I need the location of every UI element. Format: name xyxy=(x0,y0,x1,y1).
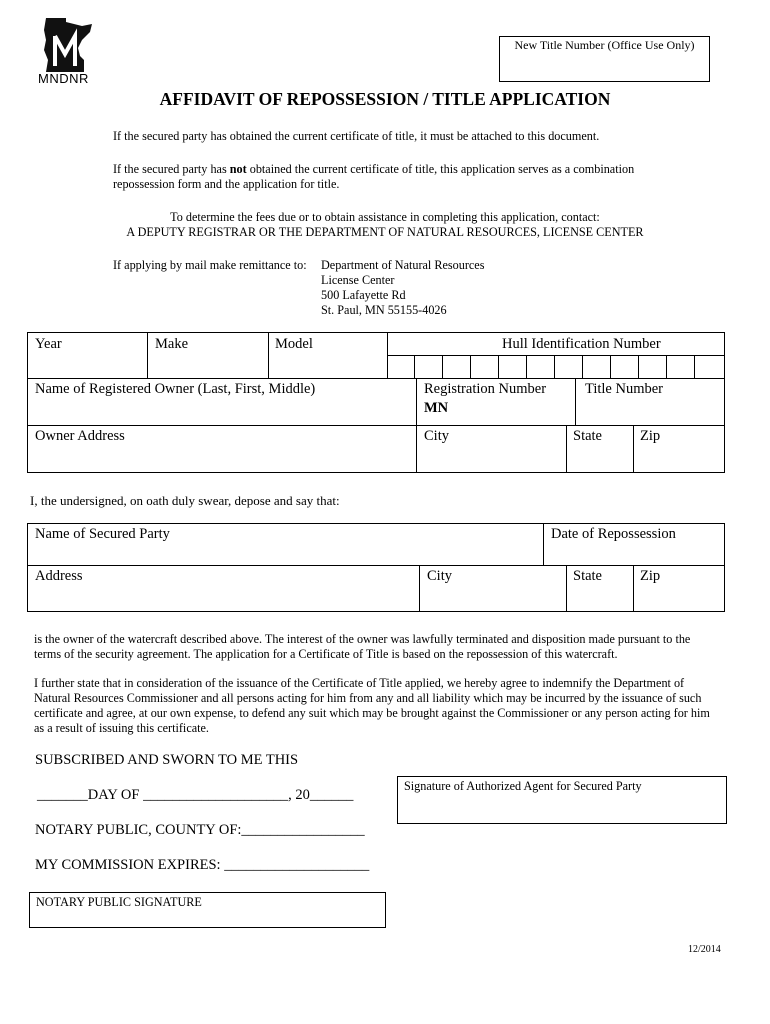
agent-signature-label: Signature of Authorized Agent for Secured Party xyxy=(404,779,642,793)
form-title: AFFIDAVIT OF REPOSSESSION / TITLE APPLICATION xyxy=(159,89,611,109)
registration-prefix: MN xyxy=(424,400,449,416)
owner-zip-field[interactable]: Zip xyxy=(640,428,661,444)
model-field[interactable]: Model xyxy=(275,336,313,352)
owner-address-field[interactable]: Owner Address xyxy=(35,428,125,444)
year-field[interactable]: Year xyxy=(35,336,62,352)
mail-address-line: 500 Lafayette Rd xyxy=(321,288,406,302)
contact-instructions: To determine the fees due or to obtain assistance in completing this application, contact: xyxy=(170,210,600,224)
ownership-statement-line-2: terms of the security agreement. The application for a Certificate of Title is based on the repossession of this watercraft. xyxy=(34,647,618,661)
owner-city-field[interactable]: City xyxy=(424,428,449,444)
office-use-label: New Title Number (Office Use Only) xyxy=(514,38,695,52)
mail-remittance-label: If applying by mail make remittance to: xyxy=(113,258,307,272)
mail-address-line: St. Paul, MN 55155-4026 xyxy=(321,303,447,317)
title-number-field[interactable]: Title Number xyxy=(585,381,664,397)
oath-statement: I, the undersigned, on oath duly swear, depose and say that: xyxy=(30,493,340,508)
subscribed-sworn-heading: SUBSCRIBED AND SWORN TO ME THIS xyxy=(35,752,299,768)
notary-signature-field[interactable] xyxy=(29,892,386,928)
office-use-title-number-field[interactable] xyxy=(499,36,710,82)
intro-paragraph-2: If the secured party has not obtained the current certificate of title, this application serves as a combination xyxy=(113,162,635,176)
day-of-date-line[interactable]: _______DAY OF ____________________, 20______ xyxy=(37,787,354,803)
ownership-statement: is the owner of the watercraft described above. The interest of the owner was lawfully terminated and disposition made pursuant to the xyxy=(34,632,691,646)
make-field[interactable]: Make xyxy=(155,336,189,352)
secured-party-state-field[interactable]: State xyxy=(573,568,602,584)
revision-date: 12/2014 xyxy=(688,944,721,955)
indemnify-statement-line-2: Natural Resources Commissioner and all persons acting for him from any and all liability which may be incurred by the issuance of such xyxy=(34,691,702,705)
repossession-date-field[interactable]: Date of Repossession xyxy=(551,526,676,542)
logo-text: MNDNR xyxy=(38,71,89,86)
mail-address-line: Department of Natural Resources xyxy=(321,258,485,272)
mail-address-line: License Center xyxy=(321,273,395,287)
secured-party-zip-field[interactable]: Zip xyxy=(640,568,661,584)
secured-party-city-field[interactable]: City xyxy=(427,568,452,584)
hin-field[interactable]: Hull Identification Number xyxy=(502,336,661,352)
owner-watercraft-table xyxy=(27,332,725,473)
owner-state-field[interactable]: State xyxy=(573,428,602,444)
indemnify-statement-line-4: as a result of issuing this certificate. xyxy=(34,721,209,735)
indemnify-statement-line-3: certificate and agree, at our own expense, to defend any suit which may be brought against the Commissioner or any person acting for him xyxy=(34,706,710,720)
contact-agency: A DEPUTY REGISTRAR OR THE DEPARTMENT OF NATURAL RESOURCES, LICENSE CENTER xyxy=(126,225,644,239)
intro-paragraph-1: If the secured party has obtained the current certificate of title, it must be attached to this document. xyxy=(113,129,600,143)
indemnify-statement: I further state that in consideration of the issuance of the Certificate of Title applied, we hereby agree to indemnify the Department of xyxy=(34,676,685,690)
owner-name-field[interactable]: Name of Registered Owner (Last, First, Middle) xyxy=(35,381,316,397)
registration-number-field[interactable]: Registration Number xyxy=(424,381,547,397)
agent-signature-field[interactable] xyxy=(397,776,727,824)
commission-expires-line[interactable]: MY COMMISSION EXPIRES: ____________________ xyxy=(35,857,370,873)
secured-party-name-field[interactable]: Name of Secured Party xyxy=(35,526,170,542)
notary-signature-label: NOTARY PUBLIC SIGNATURE xyxy=(36,895,202,909)
intro-paragraph-2-line-2: repossession form and the application for title. xyxy=(113,177,340,191)
notary-county-line[interactable]: NOTARY PUBLIC, COUNTY OF:_________________ xyxy=(35,822,365,838)
secured-party-address-field[interactable]: Address xyxy=(35,568,83,584)
